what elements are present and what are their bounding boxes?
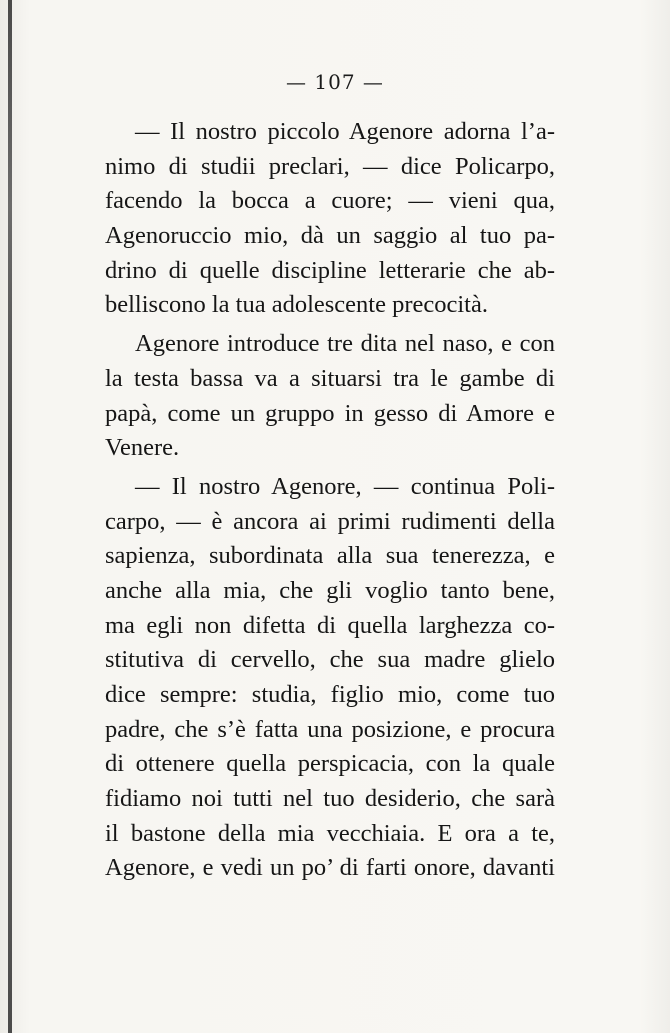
text-line: nimo di studii preclari, — dice Policarpo, <box>105 152 555 180</box>
paragraph-3 <box>105 470 555 886</box>
text-line: ma egli non difetta di quella larghezza co- <box>105 611 555 639</box>
text-line: padre, che s’è fatta una posizione, e procura <box>105 715 555 743</box>
text-line: la testa bassa va a situarsi tra le gambe di <box>105 364 555 392</box>
text-line: belliscono la tua adolescente precocità. <box>105 291 488 319</box>
text-line: di ottenere quella perspicacia, con la quale <box>105 750 555 778</box>
paragraph-2 <box>105 327 555 466</box>
text-line: anche alla mia, che gli voglio tanto bene, <box>105 576 555 604</box>
text-line: Agenore, e vedi un po’ di farti onore, davanti <box>105 854 555 882</box>
text-line: il bastone della mia vecchiaia. E ora a te, <box>105 819 555 847</box>
text-line: papà, come un gruppo in gesso di Amore e <box>105 399 555 427</box>
text-line: sapienza, subordinata alla sua tenerezza, e <box>105 542 555 570</box>
text-line: — Il nostro Agenore, — continua Poli- <box>135 472 555 500</box>
text-line: Agenore introduce tre dita nel naso, e con <box>135 330 555 358</box>
paragraph-1 <box>105 115 555 323</box>
text-line: drino di quelle discipline letterarie che ab- <box>105 256 555 284</box>
page-binding-edge <box>8 0 12 1033</box>
text-line: facendo la bocca a cuore; — vieni qua, <box>105 187 555 215</box>
text-line: dice sempre: studia, figlio mio, come tuo <box>105 681 555 708</box>
text-line: carpo, — è ancora ai primi rudimenti della <box>105 507 555 535</box>
text-line: Agenoruccio mio, dà un saggio al tuo pa- <box>105 222 555 250</box>
text-line: — Il nostro piccolo Agenore adorna l’a- <box>135 118 555 145</box>
body-text <box>105 115 555 886</box>
text-line: Venere. <box>105 434 180 462</box>
text-line: stitutiva di cervello, che sua madre glielo <box>105 646 555 674</box>
page-number: — 107 — <box>286 70 384 94</box>
text-line: fidiamo noi tutti nel tuo desiderio, che sarà <box>105 785 555 813</box>
